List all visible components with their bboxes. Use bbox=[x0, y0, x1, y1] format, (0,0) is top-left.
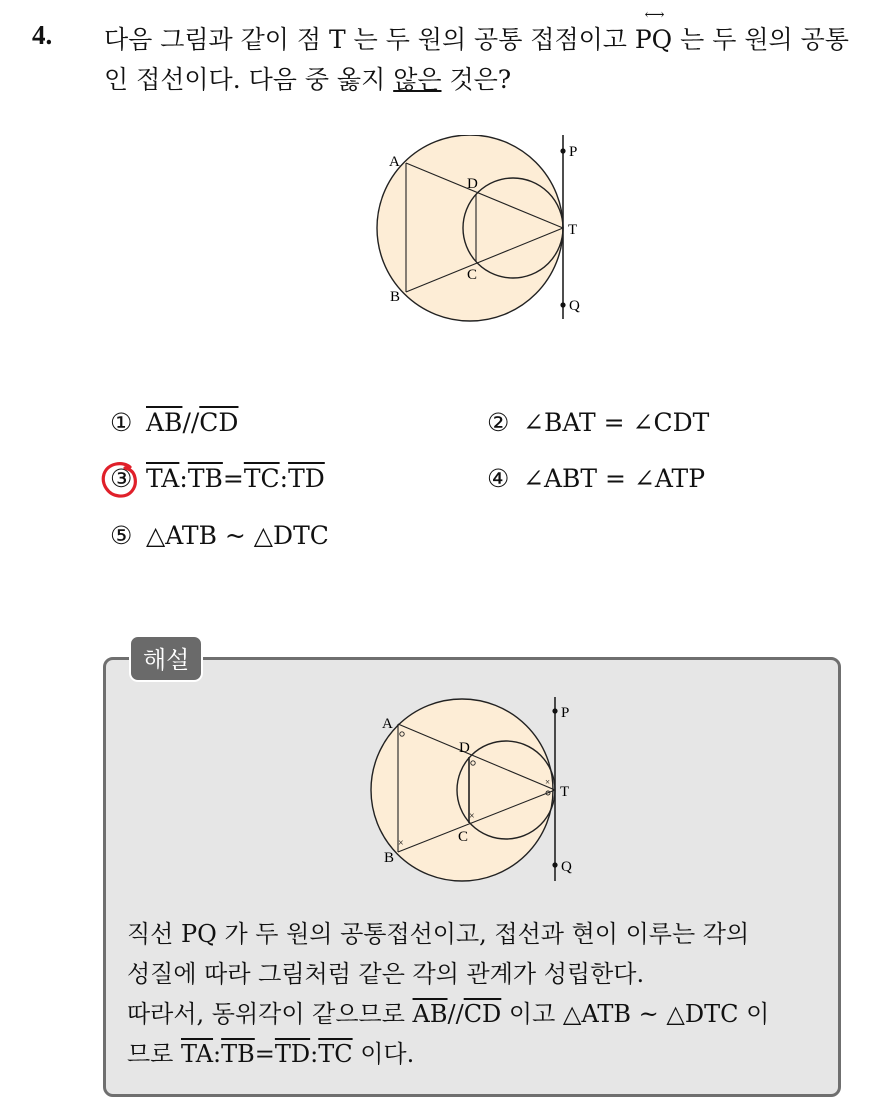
point-q-dot bbox=[552, 862, 557, 867]
segment-label: $\overline{TB}$ bbox=[187, 464, 223, 493]
question-figure bbox=[370, 135, 600, 335]
choice-text: ∠BAT = ∠CDT bbox=[523, 408, 710, 437]
choice-text: △ATB ~ △DTC bbox=[146, 521, 329, 550]
choice-number: ① bbox=[110, 408, 133, 437]
angle-mark-t-lower: × bbox=[545, 777, 551, 787]
question-number: 4. bbox=[32, 20, 53, 50]
label-b: B bbox=[384, 850, 395, 866]
choice-number: ③ bbox=[110, 464, 133, 493]
segment-label: $\overline{TC}$ bbox=[243, 464, 280, 493]
choice-number: ⑤ bbox=[110, 521, 133, 550]
segment-label: $\overline{CD}$ bbox=[463, 1000, 502, 1028]
segment-label: $\overline{AB}$ bbox=[146, 408, 183, 437]
label-a: A bbox=[389, 154, 400, 170]
explanation-line-1: 직선 PQ 가 두 원의 공통접선이고, 접선과 현이 이루는 각의 bbox=[127, 920, 750, 948]
label-p: P bbox=[569, 144, 578, 160]
choice-2[interactable] bbox=[487, 408, 709, 437]
label-b: B bbox=[390, 289, 401, 305]
choice-4[interactable] bbox=[487, 464, 705, 493]
label-c: C bbox=[467, 267, 478, 283]
point-p-dot bbox=[560, 148, 565, 153]
question-text bbox=[104, 7, 866, 100]
question-text-part3: 것은? bbox=[441, 65, 512, 94]
choice-text: ∠ABT = ∠ATP bbox=[523, 464, 706, 493]
explanation-line-4 bbox=[127, 1034, 827, 1074]
explanation-line-3 bbox=[127, 994, 827, 1034]
angle-mark-b: × bbox=[398, 838, 404, 849]
double-arrow-icon: ⟷ bbox=[644, 7, 663, 23]
point-q-dot bbox=[560, 302, 565, 307]
question-text-part2: 는 두 원의 공통인 접선이다. 다음 중 옳지 bbox=[104, 25, 849, 94]
parallel-symbol: // bbox=[447, 1000, 464, 1028]
parallel-symbol: // bbox=[182, 408, 200, 437]
label-q: Q bbox=[561, 859, 572, 875]
text: 므로 bbox=[127, 1040, 181, 1068]
point-p-dot bbox=[552, 708, 557, 713]
question-text-part1: 다음 그림과 같이 점 T 는 두 원의 공통 접점이고 bbox=[104, 25, 635, 54]
segment-label: $\overline{AB}$ bbox=[412, 1000, 448, 1028]
label-d: D bbox=[467, 176, 478, 192]
text: 이다. bbox=[352, 1040, 415, 1068]
segment-label: $\overline{TD}$ bbox=[288, 464, 325, 493]
segment-label: $\overline{TB}$ bbox=[221, 1040, 255, 1068]
segment-label: $\overline{TA}$ bbox=[181, 1040, 214, 1068]
tangent-line-name bbox=[634, 7, 673, 60]
question-emphasis: 않은 bbox=[393, 65, 442, 94]
choice-number: ④ bbox=[487, 464, 510, 493]
choice-1[interactable] bbox=[110, 408, 238, 437]
label-c: C bbox=[458, 829, 469, 845]
explanation-tag: 해설 bbox=[129, 635, 203, 682]
text: 따라서, 동위각이 같으므로 bbox=[127, 1000, 413, 1028]
angle-mark-c: × bbox=[469, 811, 475, 822]
ratio-colon: : bbox=[213, 1040, 222, 1068]
choice-number: ② bbox=[487, 408, 510, 437]
ratio-colon: : bbox=[279, 464, 289, 493]
segment-label: $\overline{TD}$ bbox=[274, 1040, 311, 1068]
large-circle bbox=[377, 135, 563, 321]
ratio-colon: : bbox=[310, 1040, 319, 1068]
equals-sign: = bbox=[222, 464, 244, 493]
label-q: Q bbox=[569, 298, 580, 314]
label-t: T bbox=[568, 222, 578, 238]
label-p: P bbox=[561, 705, 570, 721]
segment-label: $\overline{TC}$ bbox=[318, 1040, 353, 1068]
text: 이고 △ATB ~ △DTC 이 bbox=[501, 1000, 770, 1028]
ratio-colon: : bbox=[179, 464, 188, 493]
choice-3[interactable] bbox=[110, 464, 325, 493]
explanation-text bbox=[127, 914, 827, 1074]
explanation-line-2: 성질에 따라 그림처럼 같은 각의 관계가 성립한다. bbox=[127, 960, 645, 988]
segment-label: $\overline{CD}$ bbox=[199, 408, 239, 437]
answer-circle-mark bbox=[100, 460, 140, 500]
tangent-label: PQ bbox=[634, 25, 673, 54]
choice-5[interactable] bbox=[110, 521, 329, 550]
label-t: T bbox=[560, 784, 570, 800]
explanation-figure bbox=[362, 697, 592, 889]
equals-sign: = bbox=[254, 1040, 275, 1068]
label-a: A bbox=[382, 716, 393, 732]
label-d: D bbox=[459, 740, 470, 756]
segment-label: $\overline{TA}$ bbox=[146, 464, 180, 493]
